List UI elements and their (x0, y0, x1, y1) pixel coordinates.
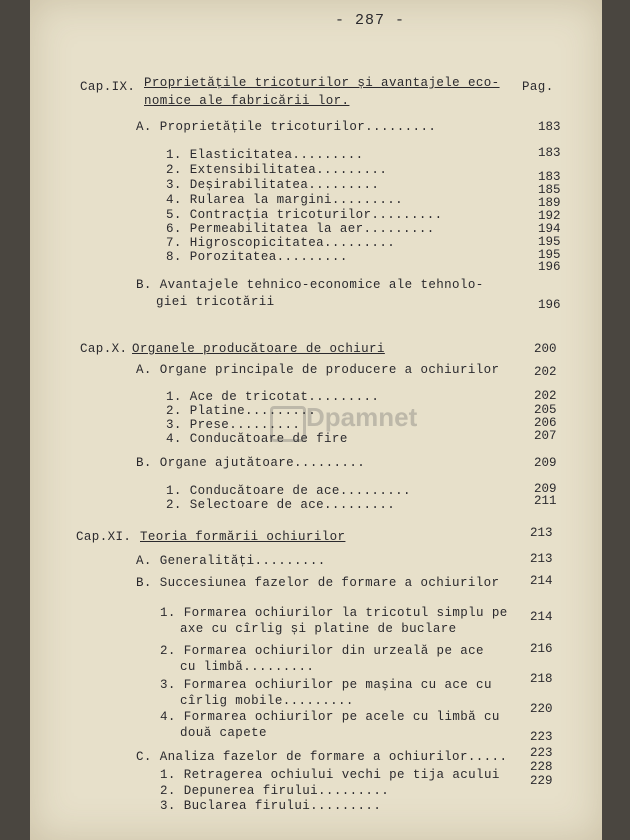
watermark-text: Dpamnet (306, 402, 418, 432)
chapter-label: Cap.XI. (76, 530, 132, 544)
page-ref: 228 (530, 760, 553, 774)
page-ref: 196 (538, 298, 561, 312)
page-ref: 209 (534, 482, 557, 496)
toc-item: 3. Deșirabilitatea......... (166, 178, 380, 192)
section-title: B. Avantajele tehnico-economice ale tehnolo- (136, 278, 484, 292)
toc-item: 1. Formarea ochiurilor la tricotul simplu pe (160, 606, 508, 620)
page-ref: 183 (538, 146, 561, 160)
toc-item: 2. Platine......... (166, 404, 317, 418)
page-ref: 195 (538, 248, 561, 262)
toc-item: 5. Contracția tricoturilor......... (166, 208, 443, 222)
page-ref: 185 (538, 183, 561, 197)
page-ref: 214 (530, 574, 553, 588)
section-title: B. Succesiunea fazelor de formare a ochiurilor (136, 576, 500, 590)
chapter-label: Cap.X. (80, 342, 128, 356)
page-ref: 196 (538, 260, 561, 274)
watermark (270, 392, 420, 450)
page-ref: 183 (538, 170, 561, 184)
page-ref: 220 (530, 702, 553, 716)
page-ref: 209 (534, 456, 557, 470)
section-title: C. Analiza fazelor de formare a ochiurilor..... (136, 750, 508, 764)
toc-item: 2. Selectoare de ace......... (166, 498, 396, 512)
page-ref: 200 (534, 342, 557, 356)
toc-item: 2. Formarea ochiurilor din urzeală pe ace (160, 644, 484, 658)
page-ref: 223 (530, 730, 553, 744)
section-title: A. Organe principale de producere a ochiurilor (136, 363, 500, 377)
toc-item: 2. Depunerea firului......... (160, 784, 390, 798)
page-ref: 202 (534, 389, 557, 403)
page-ref: 205 (534, 403, 557, 417)
toc-item: 3. Prese......... (166, 418, 301, 432)
page-ref: 202 (534, 365, 557, 379)
toc-item: 3. Buclarea firului......... (160, 799, 382, 813)
page-ref: 218 (530, 672, 553, 686)
page-ref: 229 (530, 774, 553, 788)
chapter-title: Organele producătoare de ochiuri (132, 342, 385, 356)
chapter-title: Teoria formării ochiurilor (140, 530, 346, 544)
toc-item: 4. Conducătoare de fire (166, 432, 348, 446)
page-number: - 287 - (335, 12, 406, 29)
section-title: giei tricotării (156, 295, 275, 309)
toc-item: 6. Permeabilitatea la aer......... (166, 222, 435, 236)
book-page (30, 0, 602, 840)
page-ref: 189 (538, 196, 561, 210)
toc-item: 1. Ace de tricotat......... (166, 390, 380, 404)
page-ref: 206 (534, 416, 557, 430)
toc-item: 4. Rularea la margini......... (166, 193, 404, 207)
page-ref: 213 (530, 526, 553, 540)
page-column-label: Pag. (522, 80, 554, 94)
section-title: A. Proprietățile tricoturilor......... (136, 120, 437, 134)
page-ref: 223 (530, 746, 553, 760)
page-ref: 213 (530, 552, 553, 566)
toc-item: 8. Porozitatea......... (166, 250, 348, 264)
page-ref: 214 (530, 610, 553, 624)
section-title: A. Generalități......... (136, 554, 326, 568)
page-ref: 183 (538, 120, 561, 134)
chapter-label: Cap.IX. (80, 80, 136, 94)
toc-item: două capete (180, 726, 267, 740)
toc-item: cîrlig mobile......... (180, 694, 354, 708)
page-ref: 192 (538, 209, 561, 223)
toc-item: 7. Higroscopicitatea......... (166, 236, 396, 250)
toc-item: 3. Formarea ochiurilor pe mașina cu ace cu (160, 678, 492, 692)
chapter-title: Proprietățile tricoturilor și avantajele eco- (144, 76, 500, 90)
book-icon (270, 406, 306, 442)
section-title: B. Organe ajutătoare......... (136, 456, 366, 470)
page-ref: 195 (538, 235, 561, 249)
toc-item: 4. Formarea ochiurilor pe acele cu limbă cu (160, 710, 500, 724)
toc-item: cu limbă......... (180, 660, 315, 674)
toc-item: 1. Elasticitatea......... (166, 148, 364, 162)
page-ref: 216 (530, 642, 553, 656)
toc-item: 2. Extensibilitatea......... (166, 163, 388, 177)
toc-item: axe cu cîrlig și platine de buclare (180, 622, 457, 636)
page-ref: 194 (538, 222, 561, 236)
page-ref: 211 (534, 494, 557, 508)
page-ref: 207 (534, 429, 557, 443)
chapter-title: nomice ale fabricării lor. (144, 94, 350, 108)
toc-item: 1. Retragerea ochiului vechi pe tija acului (160, 768, 500, 782)
toc-item: 1. Conducătoare de ace......... (166, 484, 411, 498)
